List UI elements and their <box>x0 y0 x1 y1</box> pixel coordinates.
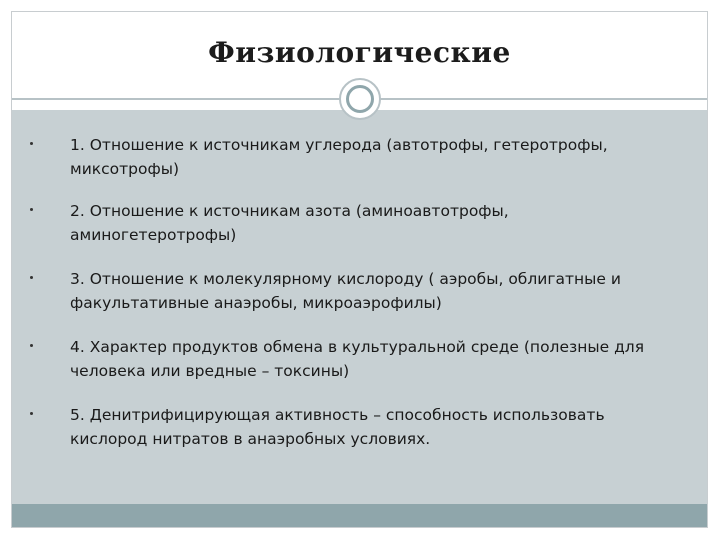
slide-title: Физиологические <box>208 36 511 69</box>
list-item-text: 5. Денитрифицирующая активность – способность использовать кислород нитратов в анаэробных условиях. <box>70 406 605 448</box>
list-item-text: 3. Отношение к молекулярному кислороду ( аэробы, облигатные и факультативные анаэробы, микроаэрофилы) <box>70 270 621 312</box>
list-item-text: 1. Отношение к источникам углерода (автотрофы, гетеротрофы, миксотрофы) <box>70 136 608 178</box>
list-item-text: 2. Отношение к источникам азота (аминоавтотрофы, аминогетеротрофы) <box>70 202 509 244</box>
list-item-text: 4. Характер продуктов обмена в культуральной среде (полезные для человека или вредные – токсины) <box>70 338 645 380</box>
slide-frame <box>11 11 708 528</box>
